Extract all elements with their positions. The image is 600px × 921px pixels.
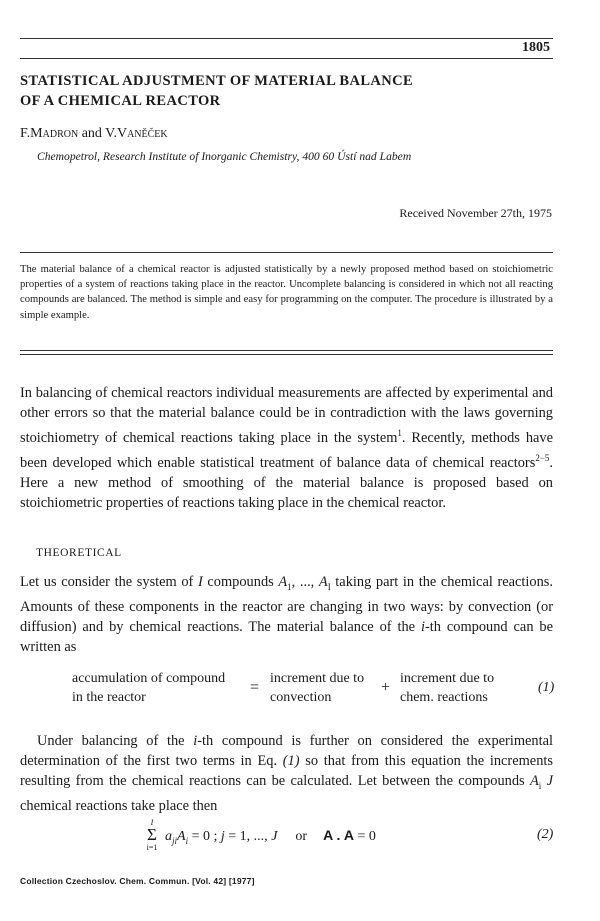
theory1-text-4: taking part in the chemical reactions. Amounts of these components in the reactor are changing in two ways: by convection (or diffusion) and by chemical reactions. The material balance of the bbox=[20, 574, 553, 635]
authors bbox=[20, 126, 168, 142]
title-line-2: OF A CHEMICAL REACTOR bbox=[20, 93, 221, 109]
theory-paragraph-2 bbox=[20, 731, 553, 816]
equation-2 bbox=[145, 818, 565, 858]
abstract-top-rule bbox=[20, 252, 553, 253]
theory1-text-1: Let us consider the system of bbox=[20, 574, 198, 590]
top-rule bbox=[20, 38, 553, 39]
theory2-text-3: so that from this equation the increments resulting from the chemical reactions can be calculated. Let between the compounds bbox=[20, 753, 553, 789]
theory2-var-J: J bbox=[541, 773, 553, 789]
eq2-sum-lower: i=1 bbox=[146, 843, 158, 852]
header-rule bbox=[20, 58, 553, 59]
eq2-or: or bbox=[295, 829, 308, 844]
eq2-sum-symbol: Σ bbox=[147, 825, 157, 844]
abstract-bottom-rule bbox=[20, 350, 553, 351]
author-2-initial: V. bbox=[105, 126, 117, 141]
author-1-name: Madron bbox=[30, 126, 79, 141]
eq1-term-reactions: increment due to chem. reactions bbox=[400, 671, 495, 705]
theory1-sub-1: 1 bbox=[287, 581, 292, 592]
theory2-var-i: i bbox=[193, 733, 198, 749]
journal-footer: Collection Czechoslov. Chem. Commun. [Vol. 42] [1977] bbox=[20, 876, 255, 886]
abstract: The material balance of a chemical reactor is adjusted statistically by a newly proposed method based on stoichiometric properties of a system of reactions taking place in the reactor. Uncomplete balancing is considered in which not all reacting compounds are balanced. The method is simple and easy for programming on the computer. The procedure is illustrated by a simple example. bbox=[20, 264, 553, 321]
intro-text-2: . Recently, methods have been developed which enable statistical treatment of balance data of chemical reactors bbox=[20, 429, 553, 471]
theory1-text-5: -th compound can be written as bbox=[20, 618, 553, 655]
theory1-sub-I: I bbox=[327, 581, 331, 592]
theory1-var-A1: A bbox=[278, 574, 288, 590]
section-heading-theoretical: THEORETICAL bbox=[36, 547, 122, 559]
page-number: 1805 bbox=[522, 40, 550, 55]
eq2-sum-upper: I bbox=[150, 818, 154, 827]
theory1-text-3: , ..., bbox=[291, 574, 319, 590]
intro-text-3: . Here a new method of smoothing of the material balance is proposed based on stoichiometric properties of reactions taking place in the chemical reactor. bbox=[20, 454, 553, 511]
theory1-var-I: I bbox=[197, 574, 203, 590]
article-title bbox=[20, 71, 560, 111]
eq2-number: (2) bbox=[537, 827, 554, 842]
eq1-plus: + bbox=[381, 679, 391, 696]
eq2-expression: $a_{ji}A_i = 0$ ; j = 1, ..., J or A . A = 0 bbox=[165, 827, 376, 846]
abstract-bottom-rule-2 bbox=[20, 354, 553, 355]
theory2-var-A: A bbox=[529, 773, 539, 789]
authors-and: and bbox=[78, 126, 106, 141]
theory-paragraph-1 bbox=[20, 572, 553, 657]
eq2-matrix-form: A . A bbox=[323, 827, 354, 843]
theory2-text-2: -th compound is further on considered the experimental determination of the first two terms in Eq. bbox=[20, 733, 553, 769]
intro-ref-2: 2−5 bbox=[535, 452, 550, 463]
title-line-1: STATISTICAL ADJUSTMENT OF MATERIAL BALANCE bbox=[20, 73, 414, 89]
eq1-number: (1) bbox=[538, 680, 555, 695]
intro-paragraph bbox=[20, 383, 553, 513]
eq1-term-accumulation: accumulation of compound in the reactor bbox=[72, 671, 226, 705]
theory2-text-1: Under balancing of the bbox=[37, 733, 194, 749]
eq1-equals: = bbox=[250, 679, 260, 696]
author-1-initial: F. bbox=[20, 126, 31, 141]
eq1-term-convection: increment due to convection bbox=[270, 671, 365, 705]
intro-ref-1: 1 bbox=[397, 428, 402, 438]
theory1-var-i: i bbox=[420, 618, 425, 635]
intro-text-1: In balancing of chemical reactors individual measurements are affected by experimental and other errors so that the material balance could be in contradiction with the laws governing stoichiometry of chemical reactions taking place in the system bbox=[20, 385, 553, 446]
theory2-sub-i: i bbox=[538, 780, 542, 791]
author-2-name: Vaněček bbox=[116, 126, 168, 141]
theory2-eq-ref: (1) bbox=[282, 753, 300, 769]
theory2-text-4: chemical reactions take place then bbox=[20, 797, 218, 814]
received-date: Received November 27th, 1975 bbox=[399, 206, 552, 220]
eq2-summation bbox=[145, 818, 159, 852]
theory1-text-2: compounds bbox=[202, 574, 279, 590]
theory1-var-AI: A bbox=[318, 574, 328, 590]
affiliation: Chemopetrol, Research Institute of Inorganic Chemistry, 400 60 Ústí nad Labem bbox=[37, 150, 412, 163]
equation-1 bbox=[72, 669, 562, 711]
